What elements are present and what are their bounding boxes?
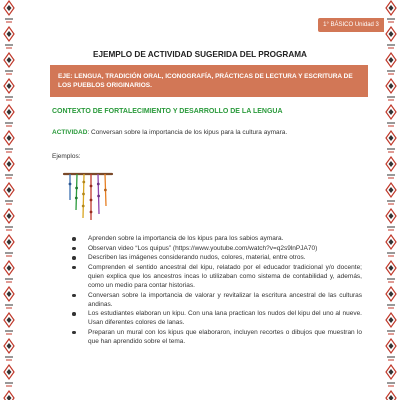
border-motif-icon (385, 260, 397, 286)
kipu-strand-5 (97, 174, 100, 214)
activity-label: ACTIVIDAD (52, 129, 88, 136)
activity-text: : Conversan sobre la importancia de los kipus para la cultura aymara. (87, 129, 288, 136)
list-item: Aprenden sobre la importancia de los kipus para los sabios aymara. (70, 234, 362, 243)
kipu-strand-1 (69, 174, 72, 200)
border-motif-icon (385, 26, 397, 52)
border-motif-icon (385, 338, 397, 364)
border-motif-icon (385, 182, 397, 208)
border-motif-icon (3, 234, 15, 260)
context-heading: CONTEXTO DE FORTALECIMIENTO Y DESARROLLO DE LA LENGUA (52, 108, 283, 115)
border-motif-icon (3, 78, 15, 104)
border-motif-icon (3, 0, 15, 26)
border-motif-icon (385, 234, 397, 260)
border-motif-icon (385, 286, 397, 312)
grade-unit-tab: 1° BÁSICO Unidad 3 (318, 18, 384, 32)
border-motif-icon (3, 260, 15, 286)
border-motif-icon (385, 390, 397, 400)
border-motif-icon (3, 182, 15, 208)
border-motif-icon (3, 364, 15, 390)
kipu-strand-2 (75, 174, 78, 210)
border-motif-icon (385, 364, 397, 390)
document-page (30, 0, 379, 400)
kipu-strand-3 (82, 174, 85, 218)
border-motif-icon (385, 208, 397, 234)
border-motif-icon (385, 78, 397, 104)
examples-label: Ejemplos: (52, 153, 81, 160)
decorative-border-left (2, 0, 16, 400)
border-motif-icon (385, 104, 397, 130)
border-motif-icon (3, 390, 15, 400)
kipu-strand-6 (104, 174, 107, 206)
border-motif-icon (3, 104, 15, 130)
list-item: Comprenden el sentido ancestral del kipu, relatado por el educador tradicional y/o docente; quien explica que los ancestros incas lo utilizaban como sistema de contabilidad y, además, como un medio para contar historias. (70, 263, 362, 290)
kipu-illustration (62, 170, 114, 226)
border-motif-icon (3, 338, 15, 364)
list-item: Conversan sobre la importancia de valorar y revitalizar la escritura ancestral de las culturas andinas. (70, 291, 362, 309)
activity-line (52, 129, 287, 136)
border-motif-icon (3, 208, 15, 234)
axis-banner: EJE: LENGUA, TRADICIÓN ORAL, ICONOGRAFÍA, PRÁCTICAS DE LECTURA Y ESCRITURA DE LOS PUEBLOS ORIGINARIOS. (50, 65, 368, 97)
decorative-border-right (384, 0, 398, 400)
kipu-strand-4 (90, 174, 93, 220)
border-motif-icon (3, 156, 15, 182)
border-motif-icon (3, 130, 15, 156)
border-motif-icon (3, 312, 15, 338)
list-item: Los estudiantes elaboran un kipu. Con una lana practican los nudos del kipu del uno al nueve. Usan diferentes colores de lanas. (70, 309, 362, 327)
page-title: EJEMPLO DE ACTIVIDAD SUGERIDA DEL PROGRAMA (93, 50, 307, 59)
border-motif-icon (385, 156, 397, 182)
border-motif-icon (3, 52, 15, 78)
border-motif-icon (3, 26, 15, 52)
list-item: Preparan un mural con los kipus que elaboraron, incluyen recortes o dibujos que muestran lo que han aprendido sobre el tema. (70, 328, 362, 346)
list-item: Describen las imágenes considerando nudos, colores, material, entre otros. (70, 253, 362, 262)
border-motif-icon (385, 52, 397, 78)
border-motif-icon (385, 130, 397, 156)
border-motif-icon (3, 286, 15, 312)
border-motif-icon (385, 0, 397, 26)
activity-bullet-list (70, 234, 362, 347)
list-item: Observan video “Los quipus” (https://www.youtube.com/watch?v=q2s9lnPJA70) (70, 244, 362, 253)
border-motif-icon (385, 312, 397, 338)
